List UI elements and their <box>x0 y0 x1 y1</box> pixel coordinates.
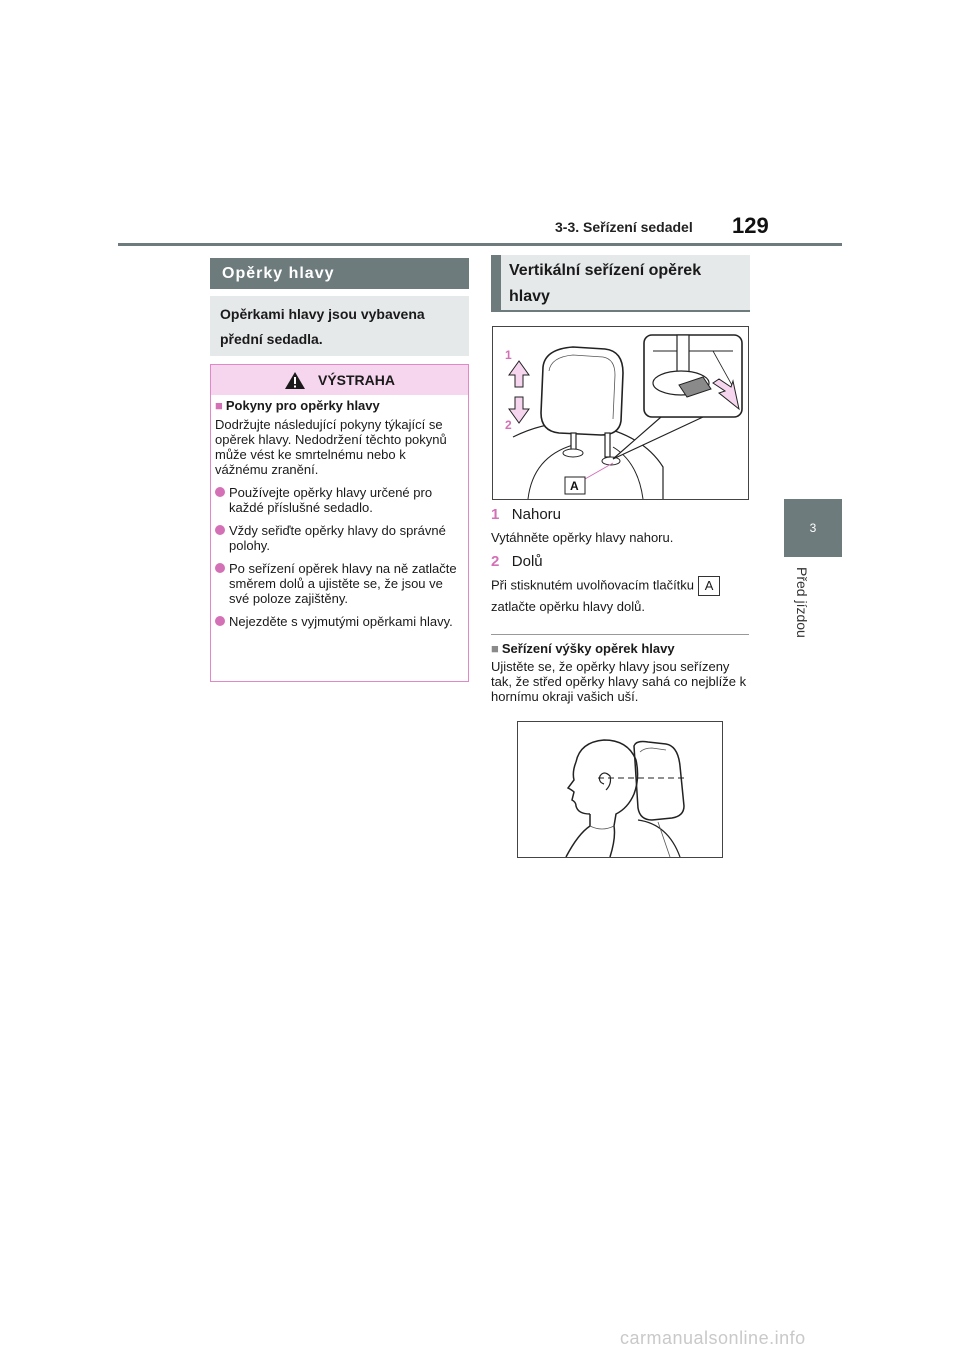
right-body-text: Ujistěte se, že opěrky hlavy jsou seřízeny tak, že střed opěrky hlavy sahá co nejblíže k hornímu okraji vašich uší. <box>491 659 747 704</box>
warning-paragraph: Dodržujte následující pokyny týkající se opěrek hlavy. Nedodržení těchto pokynů může vést ke smrtelnému nebo k vážnému zranění. <box>215 417 447 477</box>
left-intro-panel: Opěrkami hlavy jsou vybavena přední sedadla. <box>210 296 469 356</box>
right-subtitle: ■ Seřízení výšky opěrek hlavy <box>491 641 675 656</box>
warning-box <box>210 364 469 682</box>
bullet-dot-icon <box>215 563 225 573</box>
step-2 <box>491 553 543 571</box>
headrest-adjustment-figure <box>492 326 749 500</box>
chapter-label: Před jízdou <box>794 567 810 638</box>
headrest-illustration <box>493 327 748 499</box>
warning-subtitle: ■ Pokyny pro opěrky hlavy <box>215 398 380 413</box>
header-rule <box>118 243 842 246</box>
warning-heading: VÝSTRAHA <box>317 372 395 388</box>
headrest-height-figure <box>517 721 723 858</box>
warning-bullet: Používejte opěrky hlavy určené pro každé příslušné sedadlo. <box>215 485 460 515</box>
step-2-description-cont: zatlačte opěrku hlavy dolů. <box>491 599 645 614</box>
step-2-description: Při stisknutém uvolňovacím tlačítku A <box>491 576 720 596</box>
warning-triangle-icon <box>284 371 306 390</box>
section-title: 3-3. Seřízení sedadel <box>555 219 693 235</box>
left-section-title: Opěrky hlavy <box>210 258 469 289</box>
warning-bullet: Po seřízení opěrek hlavy na ně zatlačte směrem dolů a ujistěte se, že jsou ve své poloze zajištěny. <box>215 561 460 606</box>
warning-content <box>215 398 460 637</box>
button-a-reference: A <box>698 576 720 596</box>
bullet-dot-icon <box>215 487 225 497</box>
figure-label-2: 2 <box>505 418 512 432</box>
chapter-number: 3 <box>809 521 817 535</box>
square-bullet-icon: ■ <box>215 398 223 413</box>
divider <box>491 634 749 635</box>
step-1-number: 1 <box>491 506 500 523</box>
page-number: 129 <box>732 213 769 238</box>
warning-header <box>211 365 468 395</box>
warning-bullet: Nejezděte s vyjmutými opěrkami hlavy. <box>215 614 460 629</box>
step-2-label: Dolů <box>511 553 543 570</box>
step-2-number: 2 <box>491 553 500 570</box>
bullet-dot-icon <box>215 525 225 535</box>
warning-bullet: Vždy seřiďte opěrky hlavy do správné polohy. <box>215 523 460 553</box>
figure-label-1: 1 <box>505 348 512 362</box>
watermark: carmanualsonline.info <box>620 1328 806 1348</box>
right-section-title: Vertikální seřízení opěrek hlavy <box>491 255 750 312</box>
bullet-dot-icon <box>215 616 225 626</box>
step-1-label: Nahoru <box>511 506 561 523</box>
figure-label-a: A <box>570 479 579 493</box>
step-1 <box>491 506 561 524</box>
square-bullet-icon: ■ <box>491 641 499 656</box>
head-profile-illustration <box>518 722 722 857</box>
step-1-description: Vytáhněte opěrky hlavy nahoru. <box>491 530 674 545</box>
chapter-tab <box>784 499 842 557</box>
